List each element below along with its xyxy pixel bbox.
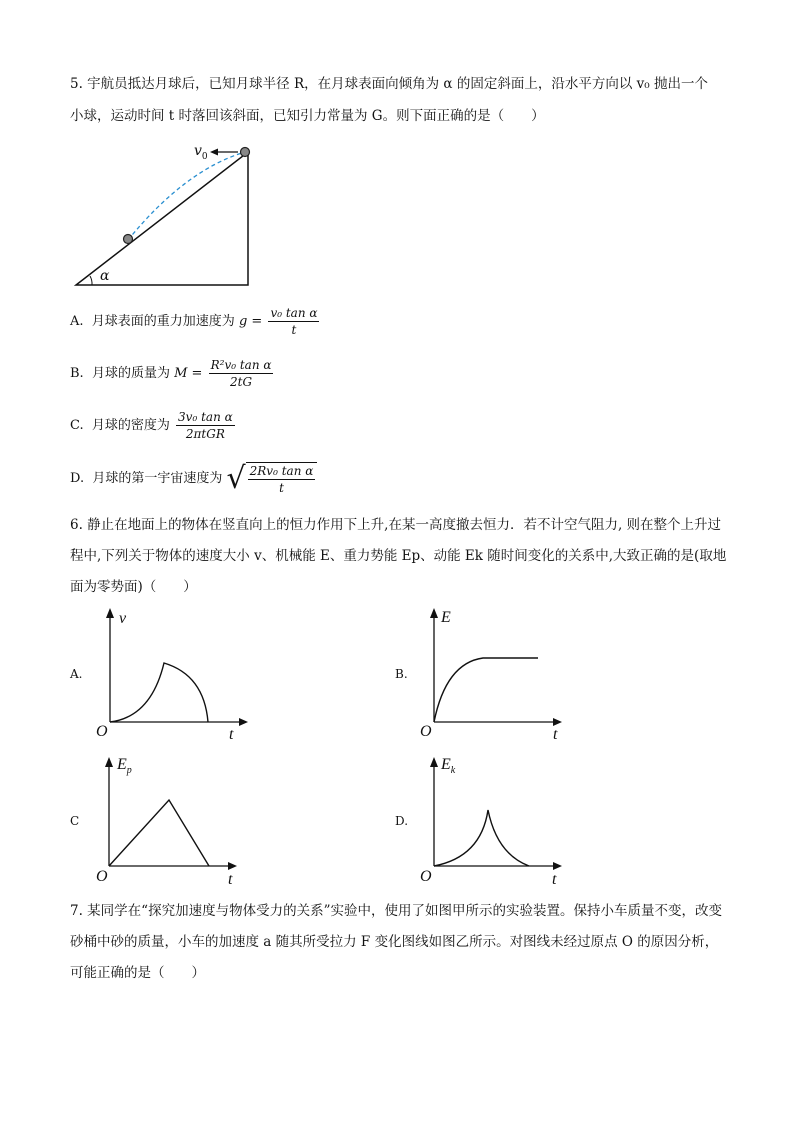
q6-graph-d-ylabel: $E_k$: [441, 756, 456, 777]
option-text: 月球的质量为: [91, 366, 170, 381]
option-letter: C.: [70, 418, 84, 433]
q5-stem-line2: 小球，运动时间 t 时落回该斜面，已知引力常量为 G。则下面正确的是（ ）: [70, 108, 545, 124]
q6-graph-b-xlabel: t: [553, 726, 558, 743]
q6-option-c-letter[interactable]: C: [70, 814, 80, 828]
q5-option-d[interactable]: D. 月球的第一宇宙速度为 √ $\frac{\text{2Rv₀ tan α}}{t}$: [70, 462, 317, 495]
option-text: 月球的密度为: [91, 418, 170, 433]
q6-graph-c-origin: O: [96, 868, 108, 885]
option-text: 月球表面的重力加速度为: [91, 314, 235, 329]
q6-option-b-letter[interactable]: B.: [395, 667, 408, 681]
q7-stem: 7. 某同学在“探究加速度与物体受力的关系”实验中，使用了如图甲所示的实验装置。保持小车质量不变，改变砂桶中砂的质量，小车的加速度 a 随其所受拉力 F 变化图线如图乙所示。对图线未经过原点 O 的原因分析，可能正确的是（ ）: [70, 903, 722, 981]
q6-graph-b-ylabel: E: [441, 609, 451, 626]
q6-option-a-letter[interactable]: A.: [70, 667, 83, 681]
q5-angle-label: α: [100, 268, 110, 284]
q5-stem-line1: 5. 宇航员抵达月球后，已知月球半径 R，在月球表面向倾角为 α 的固定斜面上，沿水平方向以 v₀ 抛出一个: [70, 76, 708, 92]
q6-graph-c-ylabel: $E_p$: [117, 756, 132, 777]
q6-graph-b-origin: O: [420, 723, 432, 740]
option-text: 月球的第一宇宙速度为: [92, 471, 223, 486]
q5-option-b[interactable]: B. 月球的质量为 M = $\frac{\text{R²v₀ tan α}}{2tG}$: [70, 358, 272, 389]
option-letter: A.: [70, 314, 84, 329]
q6-graph-a-origin: O: [96, 723, 108, 740]
q6-option-d-letter[interactable]: D.: [395, 814, 409, 828]
option-letter: B.: [70, 366, 84, 381]
q5-option-a[interactable]: A. 月球表面的重力加速度为 g = $\frac{\text{v₀ tan α}}{t}$: [70, 306, 318, 337]
q6-graph-d-xlabel: t: [552, 871, 557, 888]
q5-v0-label: $v_0$: [194, 143, 208, 162]
q5-incline-figure: [70, 140, 260, 290]
q6-graph-a-ylabel: v: [119, 610, 127, 627]
q6-graph-c-xlabel: t: [228, 871, 233, 888]
q5-option-c[interactable]: C. 月球的密度为 $\frac{\text{3v₀ tan α}}{\text{2πtGR}}$: [70, 410, 233, 441]
q6-graph-d-origin: O: [420, 868, 432, 885]
option-letter: D.: [70, 471, 85, 486]
q6-stem: 6. 静止在地面上的物体在竖直向上的恒力作用下上升,在某一高度撤去恒力．若不计空气阻力, 则在整个上升过程中,下列关于物体的速度大小 v、机械能 E、重力势能 Ep、动能 Ek 随时间变化的关系中,大致正确的是(取地面为零势面)（ ）: [70, 517, 727, 595]
q6-graph-a-xlabel: t: [229, 726, 234, 743]
